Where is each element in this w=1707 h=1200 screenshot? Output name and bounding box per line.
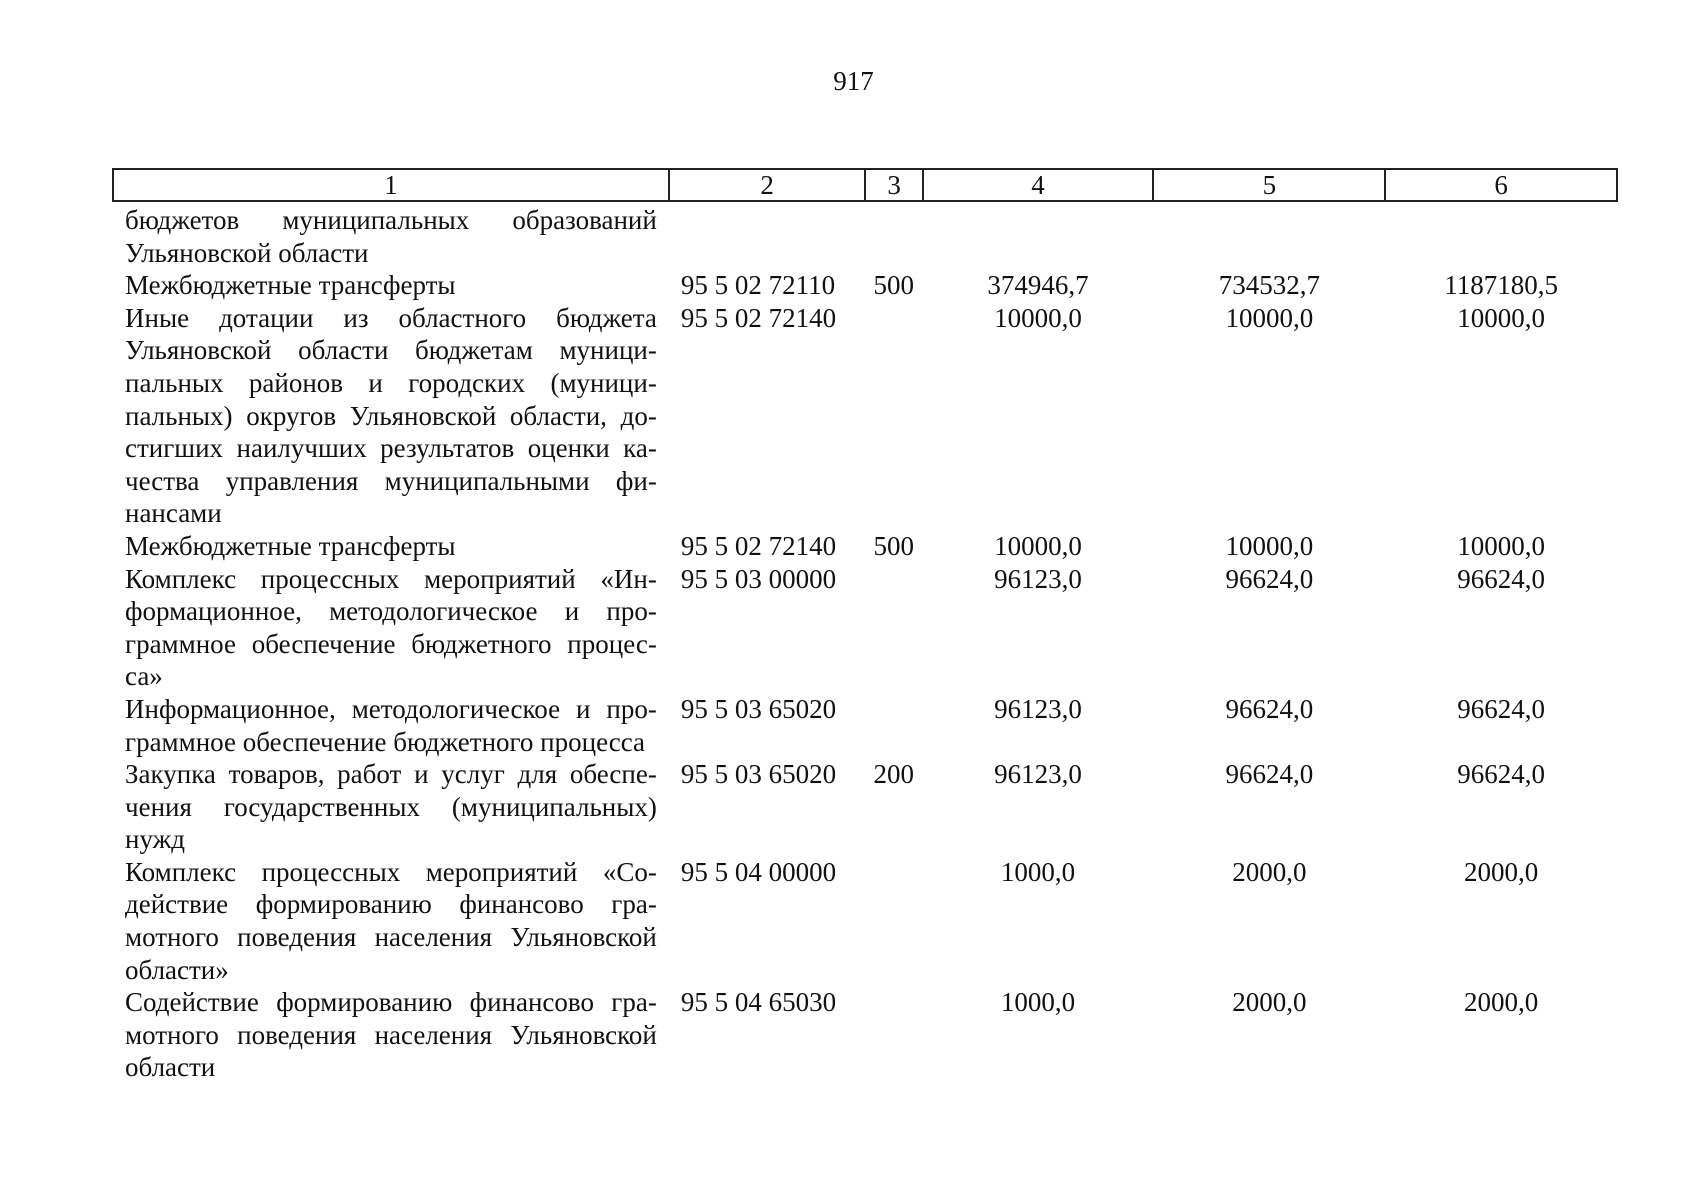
row-value-5: 2000,0 xyxy=(1232,987,1307,1018)
row-value-5 xyxy=(1153,201,1385,269)
row-value-6 xyxy=(1385,201,1617,269)
row-value-4: 1000,0 xyxy=(1000,856,1076,887)
table-row xyxy=(113,269,1617,302)
table-row xyxy=(113,563,1617,693)
table-row xyxy=(113,302,1617,530)
table-body xyxy=(113,201,1617,1084)
row-name: Межбюджетные трансферты xyxy=(125,530,456,561)
row-name: Комплекс процессных мероприятий «Содействие формированию финансово грамотного поведения населения Ульяновской области» xyxy=(125,856,657,985)
row-name: Комплекс процессных мероприятий «Информационное, методологическое и программное обеспечение бюджетного процесса» xyxy=(125,563,657,692)
row-value-4: 96123,0 xyxy=(994,759,1082,790)
row-code: 95 5 03 65020 xyxy=(680,693,837,724)
row-value-6: 96624,0 xyxy=(1457,563,1545,594)
row-type xyxy=(865,693,922,758)
row-code: 95 5 03 00000 xyxy=(680,563,837,594)
row-type xyxy=(865,302,922,530)
row-name: Иные дотации из областного бюджета Ульяновской области бюджетам муниципальных районов и городских (муниципальных) округов Ульяновской области, достигших наилучших результатов оценки качества управления муниципальными финансами xyxy=(125,302,657,529)
row-code: 95 5 04 65030 xyxy=(680,987,837,1018)
row-type xyxy=(865,201,922,269)
column-header-4: 4 xyxy=(923,169,1154,201)
row-type: 500 xyxy=(873,270,914,301)
column-header-1: 1 xyxy=(113,169,669,201)
row-code: 95 5 02 72140 xyxy=(680,302,837,333)
row-value-6: 10000,0 xyxy=(1457,302,1545,333)
row-value-5: 96624,0 xyxy=(1225,693,1314,724)
column-header-2: 2 xyxy=(669,169,866,201)
row-value-5: 10000,0 xyxy=(1225,530,1314,561)
row-name: Информационное, методологическое и программное обеспечение бюджетного процесса xyxy=(125,693,657,757)
row-value-6: 2000,0 xyxy=(1463,856,1539,887)
row-value-6: 10000,0 xyxy=(1457,530,1545,561)
header-row xyxy=(113,169,1617,201)
table-row xyxy=(113,530,1617,563)
row-value-5: 96624,0 xyxy=(1225,563,1314,594)
row-value-5: 2000,0 xyxy=(1232,856,1307,887)
row-name: Содействие формированию финансово грамотного поведения населения Ульяновской области xyxy=(125,987,657,1083)
column-header-6: 6 xyxy=(1385,169,1617,201)
page-number: 917 xyxy=(833,66,874,96)
row-code xyxy=(669,201,866,269)
row-value-4: 10000,0 xyxy=(994,302,1082,333)
row-value-6: 96624,0 xyxy=(1457,759,1545,790)
table-row xyxy=(113,758,1617,856)
row-value-4 xyxy=(923,201,1154,269)
budget-table xyxy=(112,168,1618,1084)
column-header-5: 5 xyxy=(1153,169,1385,201)
column-header-3: 3 xyxy=(865,169,922,201)
row-value-4: 10000,0 xyxy=(994,530,1082,561)
row-type: 500 xyxy=(873,530,914,561)
row-code: 95 5 04 00000 xyxy=(680,856,837,887)
table-header xyxy=(113,169,1617,201)
row-value-6: 2000,0 xyxy=(1463,987,1539,1018)
row-name: Закупка товаров, работ и услуг для обеспечения государственных (муниципальных) нужд xyxy=(125,759,657,855)
row-value-4: 96123,0 xyxy=(994,563,1082,594)
row-type xyxy=(865,856,922,986)
table-row xyxy=(113,986,1617,1084)
row-value-6: 1187180,5 xyxy=(1444,270,1558,301)
row-value-5: 96624,0 xyxy=(1225,759,1314,790)
row-value-4: 96123,0 xyxy=(994,693,1082,724)
row-value-4: 374946,7 xyxy=(987,270,1089,301)
row-name: Межбюджетные трансферты xyxy=(125,270,456,301)
row-code: 95 5 02 72140 xyxy=(680,530,837,561)
row-code: 95 5 03 65020 xyxy=(680,759,837,790)
table-row xyxy=(113,693,1617,758)
row-type: 200 xyxy=(873,759,914,790)
table-row xyxy=(113,201,1617,269)
row-code: 95 5 02 72110 xyxy=(680,270,836,301)
row-type xyxy=(865,986,922,1084)
row-type xyxy=(865,563,922,693)
row-name: бюджетов муниципальных образований Ульяновской области xyxy=(125,205,657,268)
row-value-4: 1000,0 xyxy=(1000,987,1076,1018)
row-value-6: 96624,0 xyxy=(1457,693,1545,724)
row-value-5: 734532,7 xyxy=(1218,270,1320,301)
table-row xyxy=(113,856,1617,986)
row-value-5: 10000,0 xyxy=(1225,302,1314,333)
